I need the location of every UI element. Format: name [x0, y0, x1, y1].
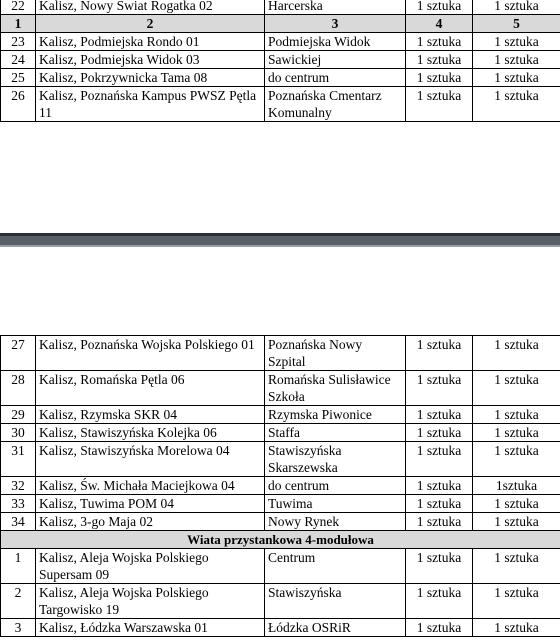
row-number: 3: [1, 619, 36, 637]
stop-direction: Stawiszyńska Skarszewska: [265, 442, 406, 477]
row-number: 32: [1, 477, 36, 495]
stop-direction: Sawickiej: [265, 51, 406, 69]
quantity-col4: 1 sztuka: [406, 477, 473, 495]
row-number: 29: [1, 406, 36, 424]
table-row: [1, 371, 560, 406]
row-number: 22: [1, 0, 36, 15]
stop-direction: Rzymska Piwonice: [265, 406, 406, 424]
quantity-col5: 1 sztuka: [473, 495, 560, 513]
table-row: [1, 336, 560, 371]
table-row: [1, 406, 560, 424]
table-row: [1, 495, 560, 513]
table-row: [1, 549, 560, 584]
page-break-separator: [0, 233, 560, 247]
stop-location: Kalisz, Pokrzywnicka Tama 08: [36, 69, 265, 87]
column-number: 1: [1, 15, 36, 33]
quantity-col4: 1 sztuka: [406, 424, 473, 442]
stop-direction: Centrum: [265, 549, 406, 584]
quantity-col5: 1 sztuka: [473, 336, 560, 371]
table-row: [1, 584, 560, 619]
quantity-col4: 1 sztuka: [406, 69, 473, 87]
row-number: 31: [1, 442, 36, 477]
row-number: 24: [1, 51, 36, 69]
section-title: Wiata przystankowa 4-modułowa: [1, 531, 560, 549]
table-row: [1, 513, 560, 531]
quantity-col4: 1 sztuka: [406, 51, 473, 69]
stop-location: Kalisz, Stawiszyńska Kolejka 06: [36, 424, 265, 442]
stop-location: Kalisz, Poznańska Wojska Polskiego 01: [36, 336, 265, 371]
table-row: [1, 87, 560, 122]
stop-direction: Staffa: [265, 424, 406, 442]
quantity-col5: 1 sztuka: [473, 33, 560, 51]
quantity-col4: 1 sztuka: [406, 549, 473, 584]
quantity-col4: 1 sztuka: [406, 87, 473, 122]
quantity-col4: 1 sztuka: [406, 442, 473, 477]
stop-location: Kalisz, Tuwima POM 04: [36, 495, 265, 513]
quantity-col4: 1 sztuka: [406, 513, 473, 531]
quantity-col5: 1sztuka: [473, 477, 560, 495]
stop-direction: do centrum: [265, 69, 406, 87]
quantity-col5: 1 sztuka: [473, 549, 560, 584]
quantity-col5: 1 sztuka: [473, 406, 560, 424]
quantity-col5: 1 sztuka: [473, 87, 560, 122]
stop-location: Kalisz, Rzymska SKR 04: [36, 406, 265, 424]
row-number: 2: [1, 584, 36, 619]
row-number: 27: [1, 336, 36, 371]
quantity-col4: 1 sztuka: [406, 406, 473, 424]
row-number: 33: [1, 495, 36, 513]
stop-location: Kalisz, Podmiejska Rondo 01: [36, 33, 265, 51]
stop-direction: Tuwima: [265, 495, 406, 513]
stop-location: Kalisz, Św. Michała Maciejkowa 04: [36, 477, 265, 495]
section-header-row: [1, 531, 560, 549]
stop-location: Kalisz, 3-go Maja 02: [36, 513, 265, 531]
quantity-col4: 1 sztuka: [406, 495, 473, 513]
stop-location: Kalisz, Podmiejska Widok 03: [36, 51, 265, 69]
row-number: 1: [1, 549, 36, 584]
bus-shelter-table-bottom: [0, 335, 560, 637]
stop-direction: Stawiszyńska: [265, 584, 406, 619]
stop-direction: Poznańska Cmentarz Komunalny: [265, 87, 406, 122]
stop-direction: Poznańska Nowy Szpital: [265, 336, 406, 371]
stop-location: Kalisz, Aleja Wojska Polskiego Targowisko 19: [36, 584, 265, 619]
quantity-col4: 1 sztuka: [406, 619, 473, 637]
quantity-col5: 1 sztuka: [473, 0, 560, 15]
quantity-col4: 1 sztuka: [406, 336, 473, 371]
quantity-col5: 1 sztuka: [473, 424, 560, 442]
quantity-col4: 1 sztuka: [406, 0, 473, 15]
column-number: 2: [36, 15, 265, 33]
table-row: [1, 424, 560, 442]
quantity-col5: 1 sztuka: [473, 442, 560, 477]
stop-location: Kalisz, Aleja Wojska Polskiego Supersam 09: [36, 549, 265, 584]
quantity-col5: 1 sztuka: [473, 513, 560, 531]
quantity-col5: 1 sztuka: [473, 51, 560, 69]
stop-location: Kalisz, Romańska Pętla 06: [36, 371, 265, 406]
stop-location: Kalisz, Nowy Świat Rogatka 02: [36, 0, 265, 15]
row-number: 25: [1, 69, 36, 87]
bus-shelter-table-top: [0, 0, 560, 122]
quantity-col4: 1 sztuka: [406, 33, 473, 51]
table-row: [1, 33, 560, 51]
stop-direction: Nowy Rynek: [265, 513, 406, 531]
quantity-col4: 1 sztuka: [406, 584, 473, 619]
row-number: 34: [1, 513, 36, 531]
table-row: [1, 442, 560, 477]
column-number-row: [1, 15, 560, 33]
column-number: 5: [473, 15, 560, 33]
row-number: 23: [1, 33, 36, 51]
table-row: [1, 51, 560, 69]
row-number: 26: [1, 87, 36, 122]
table-row: [1, 477, 560, 495]
stop-location: Kalisz, Łódzka Warszawska 01: [36, 619, 265, 637]
table-row: [1, 69, 560, 87]
stop-location: Kalisz, Poznańska Kampus PWSZ Pętla 11: [36, 87, 265, 122]
table-row: [1, 0, 560, 15]
stop-direction: Podmiejska Widok: [265, 33, 406, 51]
quantity-col5: 1 sztuka: [473, 584, 560, 619]
stop-direction: Łódzka OSRiR: [265, 619, 406, 637]
stop-direction: Harcerska: [265, 0, 406, 15]
stop-direction: do centrum: [265, 477, 406, 495]
quantity-col5: 1 sztuka: [473, 371, 560, 406]
column-number: 3: [265, 15, 406, 33]
stop-location: Kalisz, Stawiszyńska Morelowa 04: [36, 442, 265, 477]
column-number: 4: [406, 15, 473, 33]
quantity-col4: 1 sztuka: [406, 371, 473, 406]
quantity-col5: 1 sztuka: [473, 619, 560, 637]
quantity-col5: 1 sztuka: [473, 69, 560, 87]
table-row: [1, 619, 560, 637]
row-number: 30: [1, 424, 36, 442]
stop-direction: Romańska Sulisławice Szkoła: [265, 371, 406, 406]
row-number: 28: [1, 371, 36, 406]
